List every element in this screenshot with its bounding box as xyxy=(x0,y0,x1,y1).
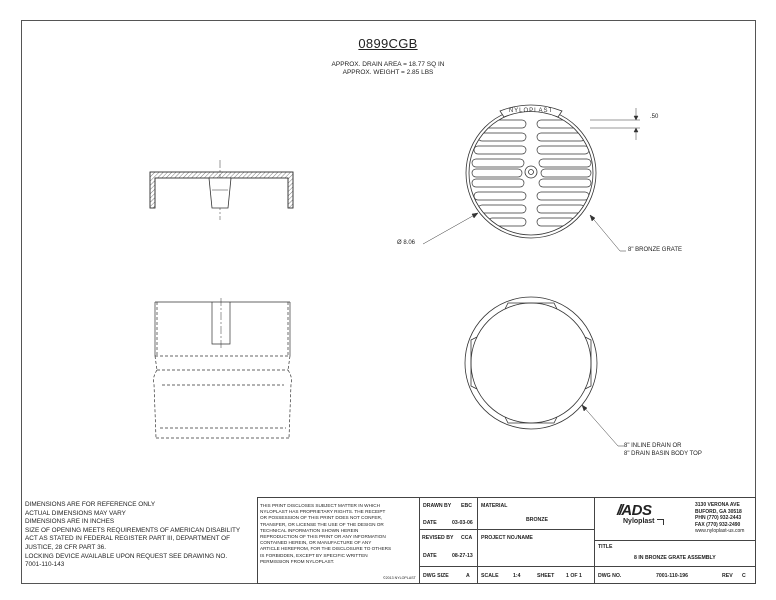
drawn-by-label: DRAWN BY xyxy=(423,503,452,509)
scale-value: 1:4 xyxy=(513,573,521,579)
body-callout-line1: 8" INLINE DRAIN OR xyxy=(624,443,682,449)
material-value: BRONZE xyxy=(526,517,548,523)
rev-label: REV xyxy=(722,573,733,579)
body-callout-line2: 8" DRAIN BASIN BODY TOP xyxy=(624,451,702,457)
rev-value: C xyxy=(742,573,746,579)
material-label: MATERIAL xyxy=(481,503,508,509)
slot-dimension xyxy=(590,108,640,140)
note-line: DIMENSIONS ARE FOR REFERENCE ONLY xyxy=(25,501,156,508)
part-number-title: 0899CGB xyxy=(358,36,418,51)
note-line: JUSTICE, 28 CFR PART 36. xyxy=(25,543,106,551)
body-elevation-view xyxy=(153,298,291,438)
dwg-no-label: DWG NO. xyxy=(598,573,622,579)
company-logo: //ADS Nyloplast xyxy=(617,503,664,526)
scale-label: SCALE xyxy=(481,573,499,579)
body-plan-view xyxy=(465,297,597,429)
date2-label: DATE xyxy=(423,553,437,559)
company-address: 3130 VERONA AVE BUFORD, GA 30518 PHN (770) 932-2443 FAX (770) 932-2490 www.nyloplast-us.com xyxy=(695,502,745,535)
sheet-value: 1 OF 1 xyxy=(566,573,582,579)
proprietary-notice: THIS PRINT DISCLOSES SUBJECT MATTER IN WHICH NYLOPLAST HAS PROPRIETARY RIGHTS. THE RECEIPT OR POSSESSION OF THIS PRINT DOES NOT CONFER, TRANSFER, OR LICENSE THE USE OF THE DESIGN OR TECHNICAL INFORMATION SHOWN HEREIN REPRODUCTION OF THIS PRINT OR ANY INFORMATION CONTAINED HEREIN, OR MANUFACTURE OF ANY ARTICLE HEREFROM, FOR THE DISCLOSURE TO OTHERS IS FORBIDDEN, EXCEPT BY SPECIFIC WRITTEN PERMISSION FROM NYLOPLAST. xyxy=(260,503,392,564)
drawn-by-value: EBC xyxy=(461,503,472,509)
grate-logo-label: NYLOPLAST xyxy=(508,108,554,114)
drain-area-text: APPROX. DRAIN AREA = 18.77 SQ IN xyxy=(331,61,445,68)
note-line: DIMENSIONS ARE IN INCHES xyxy=(25,518,115,526)
grate-plan-view xyxy=(466,105,596,238)
note-line: LOCKING DEVICE AVAILABLE UPON REQUEST SEE DRAWING NO. xyxy=(25,552,228,560)
grate-leader xyxy=(590,215,626,251)
note-line: ACT AS STATED IN FEDERAL REGISTER PART III, DEPARTMENT OF xyxy=(25,535,231,543)
logo-brand: ADS xyxy=(621,502,652,519)
logo-mark-icon xyxy=(657,519,664,525)
grate-callout: 8" BRONZE GRATE xyxy=(628,247,683,253)
copyright: ©2013 NYLOPLAST xyxy=(383,576,416,580)
dwg-no-value: 7001-110-196 xyxy=(656,573,689,579)
date2-value: 08-27-13 xyxy=(452,553,473,559)
sheet-label: SHEET xyxy=(537,573,555,579)
diameter-label: Ø 8.06 xyxy=(397,240,416,246)
revised-by-label: REVISED BY xyxy=(422,535,454,541)
note-line: 7001-110-143 xyxy=(25,561,65,569)
weight-text: APPROX. WEIGHT = 2.85 LBS xyxy=(342,69,434,76)
body-leader xyxy=(582,405,624,446)
general-notes xyxy=(25,501,253,570)
dwg-size-label: DWG SIZE xyxy=(423,573,449,579)
slot-dimension-label: .50 xyxy=(650,114,659,120)
drawing-title: 8 IN BRONZE GRATE ASSEMBLY xyxy=(634,555,716,561)
logo-sub: Nyloplast xyxy=(623,518,655,525)
date1-label: DATE xyxy=(423,520,437,526)
grate-section-view xyxy=(150,160,293,220)
project-label: PROJECT NO./NAME xyxy=(481,535,533,541)
title-label: TITLE xyxy=(598,544,613,550)
note-line: SIZE OF OPENING MEETS REQUIREMENTS OF AMERICAN DISABILITY xyxy=(25,526,241,534)
date1-value: 03-03-06 xyxy=(452,520,473,526)
note-line: ACTUAL DIMENSIONS MAY VARY xyxy=(25,509,126,517)
diameter-leader xyxy=(423,213,478,244)
revised-by-value: CCA xyxy=(461,535,473,541)
dwg-size-value: A xyxy=(466,573,470,579)
